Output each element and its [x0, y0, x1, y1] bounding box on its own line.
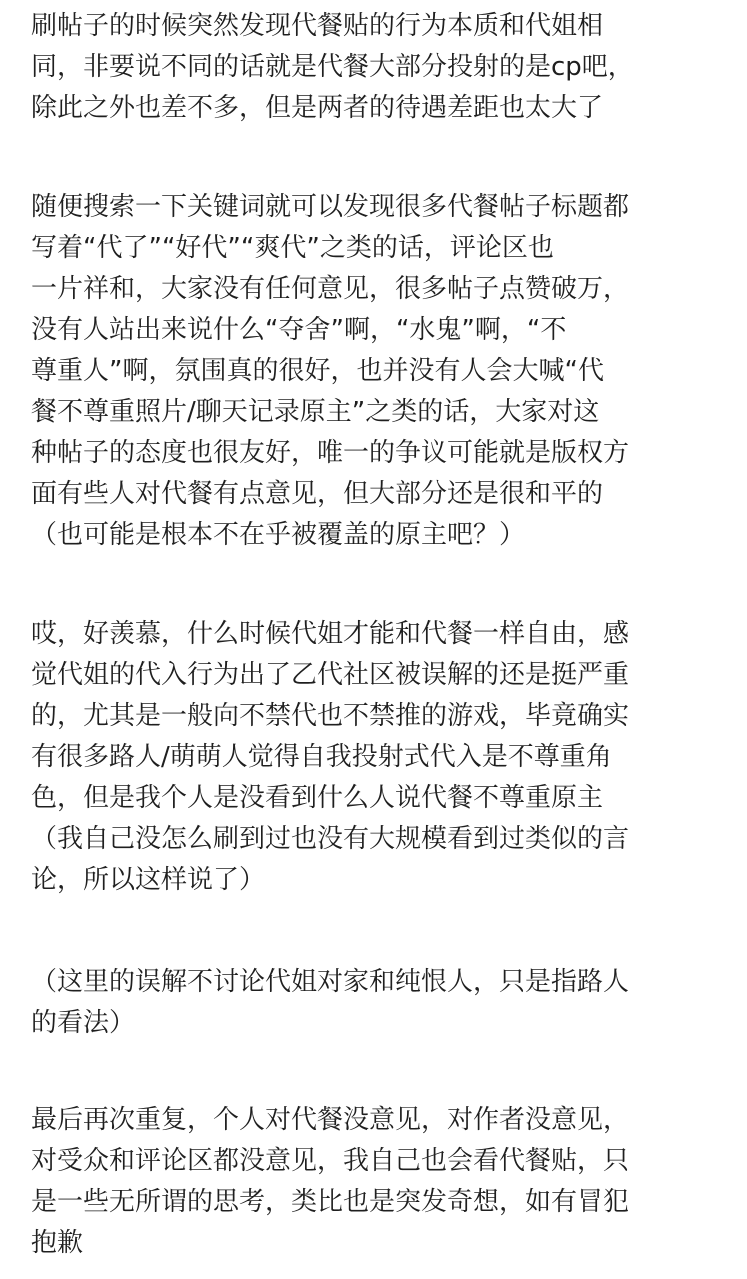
paragraph-3 [31, 614, 721, 901]
text-line: 有很多路人/萌萌人觉得自我投射式代入是不尊重角 [31, 742, 612, 772]
text-line: 抱歉 [31, 1228, 84, 1258]
text-line: 面有些人对代餐有点意见，但大部分还是很和平的 [31, 479, 604, 509]
text-line: 哎，好羡慕，什么时候代姐才能和代餐一样自由，感 [31, 619, 630, 649]
paragraph-2 [31, 187, 721, 556]
text-line: 的看法） [31, 1008, 136, 1038]
text-line: 同，非要说不同的话就是代餐大部分投射的是cp吧， [31, 52, 634, 82]
paragraph-5 [31, 1100, 721, 1264]
text-line: 餐不尊重照片/聊天记录原主”之类的话，大家对这 [31, 397, 600, 427]
text-line: 刷帖子的时候突然发现代餐贴的行为本质和代姐相 [31, 11, 604, 41]
text-line: 写着“代了”“好代”“爽代”之类的话，评论区也 [31, 233, 554, 263]
text-line: 是一些无所谓的思考，类比也是突发奇想，如有冒犯 [31, 1187, 630, 1217]
text-line: （这里的误解不讨论代姐对家和纯恨人，只是指路人 [31, 967, 630, 997]
text-line: 的，尤其是一般向不禁代也不禁推的游戏，毕竟确实 [31, 701, 630, 731]
text-line: 对受众和评论区都没意见，我自己也会看代餐贴，只 [31, 1146, 630, 1176]
text-line: 种帖子的态度也很友好，唯一的争议可能就是版权方 [31, 438, 630, 468]
text-line: 论，所以这样说了） [31, 865, 266, 895]
text-line: 随便搜索一下关键词就可以发现很多代餐帖子标题都 [31, 192, 630, 222]
text-line: 没有人站出来说什么“夺舍”啊，“水鬼”啊，“不 [31, 315, 567, 345]
paragraph-4 [31, 962, 721, 1044]
paragraph-1 [31, 6, 721, 129]
text-line: 最后再次重复，个人对代餐没意见，对作者没意见， [31, 1105, 630, 1135]
text-line: （也可能是根本不在乎被覆盖的原主吧？） [31, 520, 526, 550]
text-line: 一片祥和，大家没有任何意见，很多帖子点赞破万， [31, 274, 630, 304]
text-line: 除此之外也差不多，但是两者的待遇差距也太大了 [31, 93, 604, 123]
text-line: （我自己没怎么刷到过也没有大规模看到过类似的言 [31, 824, 630, 854]
text-line: 尊重人”啊，氛围真的很好，也并没有人会大喊“代 [31, 356, 604, 386]
text-line: 觉代姐的代入行为出了乙代社区被误解的还是挺严重 [31, 660, 630, 690]
text-line: 色，但是我个人是没看到什么人说代餐不尊重原主 [31, 783, 604, 813]
